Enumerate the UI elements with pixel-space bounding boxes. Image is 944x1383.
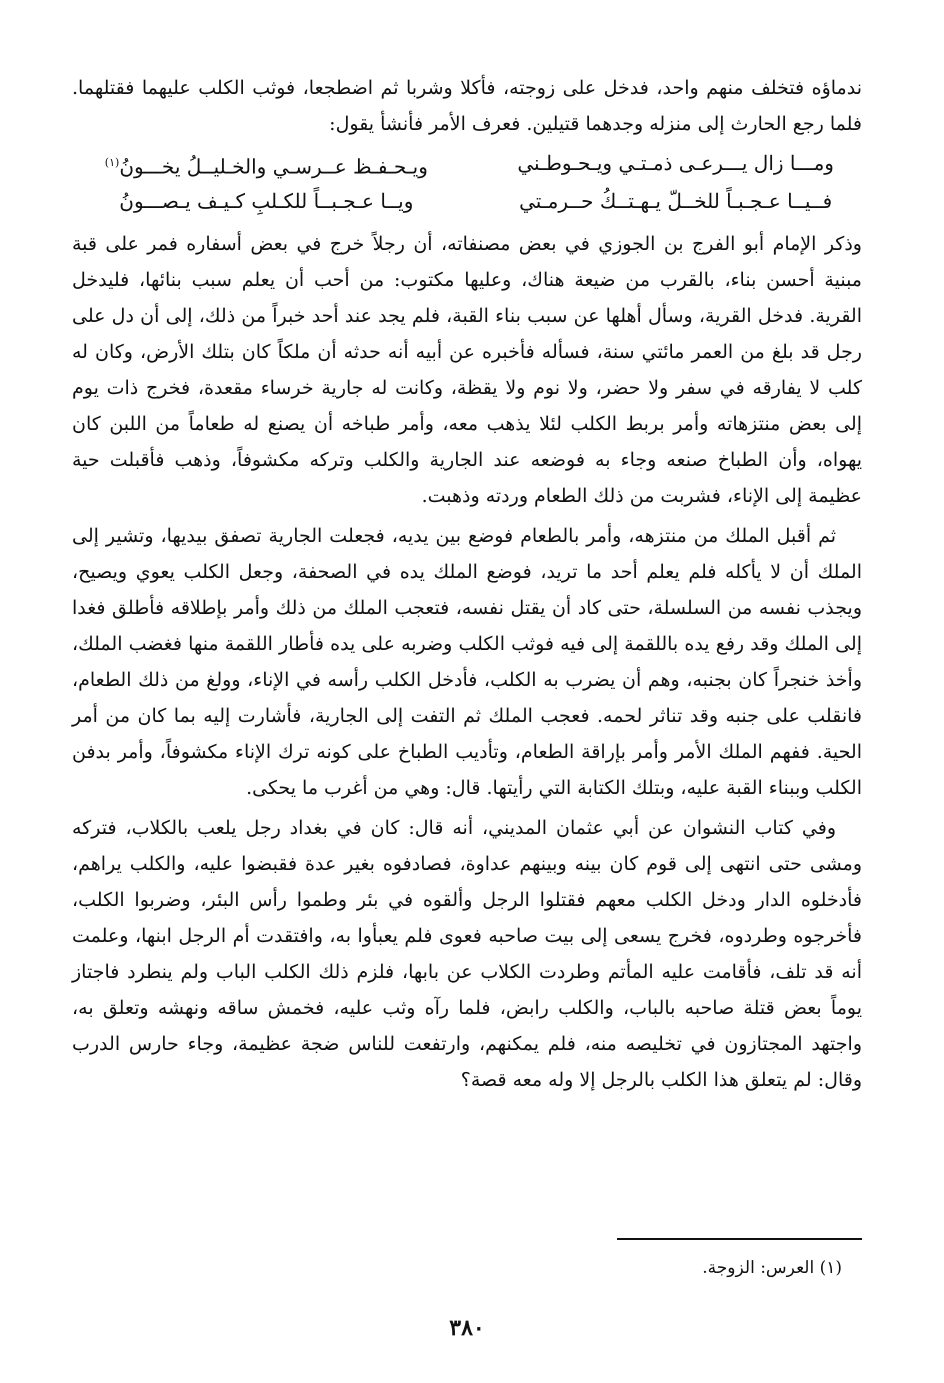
verse-1-second-hemistich [92, 146, 441, 184]
footnote [702, 1256, 842, 1280]
footnote-text: العرس: الزوجة. [702, 1258, 815, 1278]
verse-2-first-hemistich: فــيــا عـجـبـاً للخــلّ يـهـتــكُ حــرمـتي [519, 188, 833, 213]
poem-verse-2 [72, 184, 862, 218]
footnote-divider [617, 1238, 862, 1240]
verse-1-first-hemistich: ومـــا زال يـــرعـى ذمـتـي ويـحـوطـني [517, 151, 834, 175]
page-number: ٣٨٠ [449, 1315, 485, 1341]
book-page [72, 70, 862, 1360]
paragraph-3: ثم أقبل الملك من منتزهه، وأمر بالطعام فوضع بين يديه، فجعلت الجارية تصفق بيديها، وتشير إلى الملك أن لا يأكله فلم يعلم أحد ما تريد، فوضع الملك يده في الصحفة، وجعل الكلب يعوي ويصيح، ويجذب نفسه من السلسلة، حتى كاد أن يقتل نفسه، فتعجب الملك من ذلك وأمر بإطلاقه فأطلق فغدا إلى الملك وقد رفع يده باللقمة إلى فيه فوثب الكلب وضربه على يده فأطار اللقمة منها فغضب الملك، وأخذ خنجراً كان بجنبه، وهم أن يضرب به الكلب، فأدخل الكلب رأسه في الإناء، وولغ من ذلك الطعام، فانقلب على جنبه وقد تناثر لحمه. فعجب الملك ثم التفت إلى الجارية، فأشارت إليه بما كان من أمر الحية. ففهم الملك الأمر وأمر بإراقة الطعام، وتأديب الطباخ على كونه ترك الإناء مكشوفاً، وأمر بدفن الكلب وببناء القبة عليه، وبتلك الكتابة التي رأيتها. قال: وهي من أغرب ما يحكى. [72, 524, 862, 799]
paragraph-4: وفي كتاب النشوان عن أبي عثمان المديني، أنه قال: كان في بغداد رجل يلعب بالكلاب، فتركه ومشى حتى انتهى إلى قوم كان بينه وبينهم عداوة، فصادفوه بغير عدة فقبضوا عليه، والكلب يراهم، فأدخلوه الدار ودخل الكلب معهم فقتلوا الرجل وألقوه في بئر وطموا رأس البئر، وضربوا الكلب، فأخرجوه وطردوه، فخرج يسعى إلى بيت صاحبه فعوى فلم يعبأوا به، وافتقدت أم الرجل ابنها، وعلمت أنه قد تلف، فأقامت عليه المأتم وطردت الكلاب عن بابها، فلزم ذلك الكلب الباب ولم ينطرد فاجتاز يوماً بعض قتلة صاحبه بالباب، والكلب رابض، فلما رآه وثب عليه، فخمش ساقه ونهشه وتعلق به، واجتهد المجتازون في تخليصه منه، فلم يمكنهم، وارتفعت للناس ضجة عظيمة، وجاء حارس الدرب وقال: لم يتعلق هذا الكلب بالرجل إلا وله معه قصة؟ [72, 816, 862, 1091]
footnote-reference: (١) [104, 156, 120, 169]
verse-1-second-hemistich-text: ويـحـفـظ عــرسـي والخـليــلُ يخـــونُ [119, 154, 428, 179]
verse-2-second-hemistich: ويــا عـجـبــاً للكـلبِ كـيـف يـصـــونُ [119, 188, 414, 213]
poem-verse-1 [72, 146, 862, 184]
paragraph-1: ندماؤه فتخلف منهم واحد، فدخل على زوجته، فأكلا وشربا ثم اضطجعا، فوثب الكلب عليهما فقتلهما. فلما رجع الحارث إلى منزله وجدهما قتيلين. فعرف الأمر فأنشأ يقول: [72, 77, 862, 135]
poem [72, 146, 862, 218]
paragraph-2: وذكر الإمام أبو الفرج بن الجوزي في بعض مصنفاته، أن رجلاً خرج في بعض أسفاره فمر على قبة مبنية أحسن بناء، بالقرب من ضيعة هناك، وعليها مكتوب: من أحب أن يعلم سبب بنائها، فليدخل القرية. فدخل القرية، وسأل أهلها عن سبب بناء القبة، فلم يجد عند أحد خبراً من ذلك، إلى أن دل على رجل قد بلغ من العمر مائتي سنة، فسأله فأخبره عن أبيه أنه حدثه أن ملكاً كان بتلك الأرض، وكان له كلب لا يفارقه في سفر ولا حضر، ولا نوم ولا يقظة، وكانت له جارية خرساء مقعدة، فخرج ذات يوم إلى بعض منتزهاته وأمر بربط الكلب لئلا يذهب معه، وأمر طباخه أن يصنع له طعاماً من اللبن كان يهواه، وأن الطباخ صنعه وجاء به فوضعه عند الجارية والكلب وتركه مكشوفاً، وذهب فأقبلت حية عظيمة إلى الإناء، فشربت من ذلك الطعام وردته وذهبت. [72, 232, 862, 507]
footnote-marker: (١) [819, 1258, 842, 1278]
